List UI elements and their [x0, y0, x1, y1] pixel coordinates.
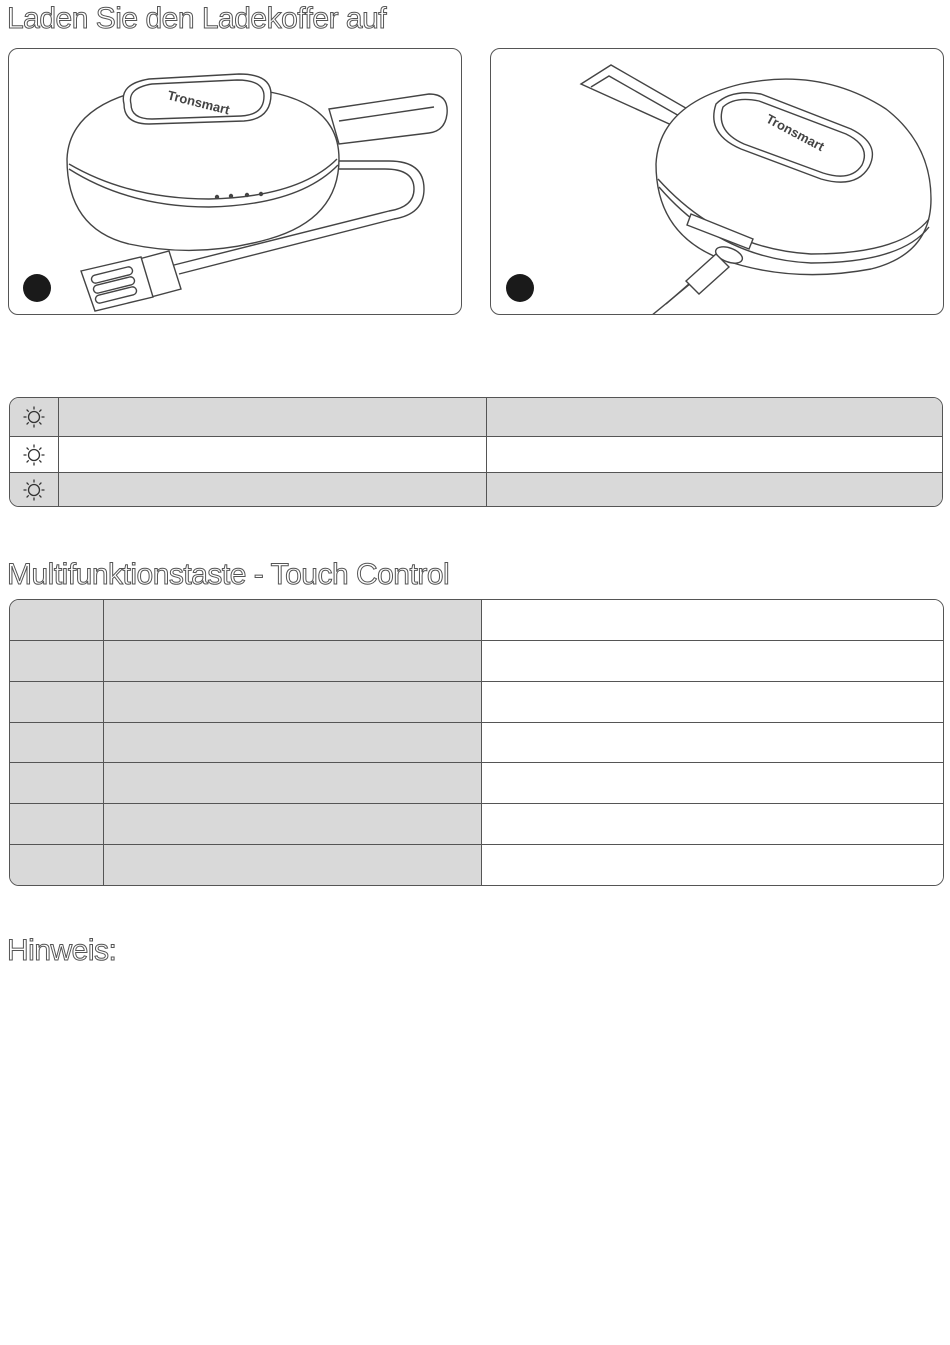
led-meaning-cell [487, 473, 942, 506]
illustration-usb-charging [8, 48, 462, 315]
touch-mode-cell [10, 763, 104, 803]
touch-function-cell [482, 641, 943, 681]
touch-mode-cell [10, 600, 104, 640]
led-meaning-cell [487, 437, 942, 472]
touch-function-cell [482, 723, 943, 763]
touch-mode-cell [10, 804, 104, 844]
section-title-charging: Laden Sie den Ladekoffer auf [7, 2, 387, 35]
touch-mode-cell [10, 723, 104, 763]
sun-led-icon [22, 405, 46, 429]
table-row [10, 398, 942, 436]
touch-mode-cell [10, 845, 104, 885]
table-row [10, 803, 943, 844]
touch-function-cell [482, 682, 943, 722]
touch-function-cell [482, 600, 943, 640]
section-title-note: Hinweis: [7, 934, 117, 967]
charging-case-usbc-drawing [491, 49, 944, 315]
touch-function-cell [482, 763, 943, 803]
touch-function-cell [482, 804, 943, 844]
step-marker-1 [23, 274, 51, 302]
led-icon-cell [10, 398, 59, 436]
touch-action-cell [104, 641, 482, 681]
table-row [10, 436, 942, 472]
table-row [10, 844, 943, 885]
touch-mode-cell [10, 682, 104, 722]
touch-action-cell [104, 763, 482, 803]
led-status-table [9, 397, 943, 507]
touch-action-cell [104, 600, 482, 640]
touch-action-cell [104, 682, 482, 722]
step-marker-2 [506, 274, 534, 302]
sun-led-icon [22, 478, 46, 502]
sun-led-icon [22, 443, 46, 467]
table-row [10, 640, 943, 681]
touch-action-cell [104, 723, 482, 763]
led-icon-cell [10, 437, 59, 472]
charging-case-usb-drawing [9, 49, 462, 315]
table-row [10, 600, 943, 640]
led-status-cell [59, 473, 487, 506]
touch-action-cell [104, 845, 482, 885]
illustration-usbc-charging [490, 48, 944, 315]
led-meaning-cell [487, 398, 942, 436]
led-status-cell [59, 398, 487, 436]
table-row [10, 722, 943, 763]
table-row [10, 472, 942, 506]
brand-logo: Tronsmart [763, 111, 827, 155]
table-row [10, 762, 943, 803]
led-icon-cell [10, 473, 59, 506]
touch-mode-cell [10, 641, 104, 681]
led-status-cell [59, 437, 487, 472]
brand-logo: Tronsmart [165, 87, 232, 118]
section-title-touch-control: Multifunktionstaste - Touch Control [7, 558, 450, 591]
table-row [10, 681, 943, 722]
touch-action-cell [104, 804, 482, 844]
touch-control-table [9, 599, 944, 886]
touch-function-cell [482, 845, 943, 885]
